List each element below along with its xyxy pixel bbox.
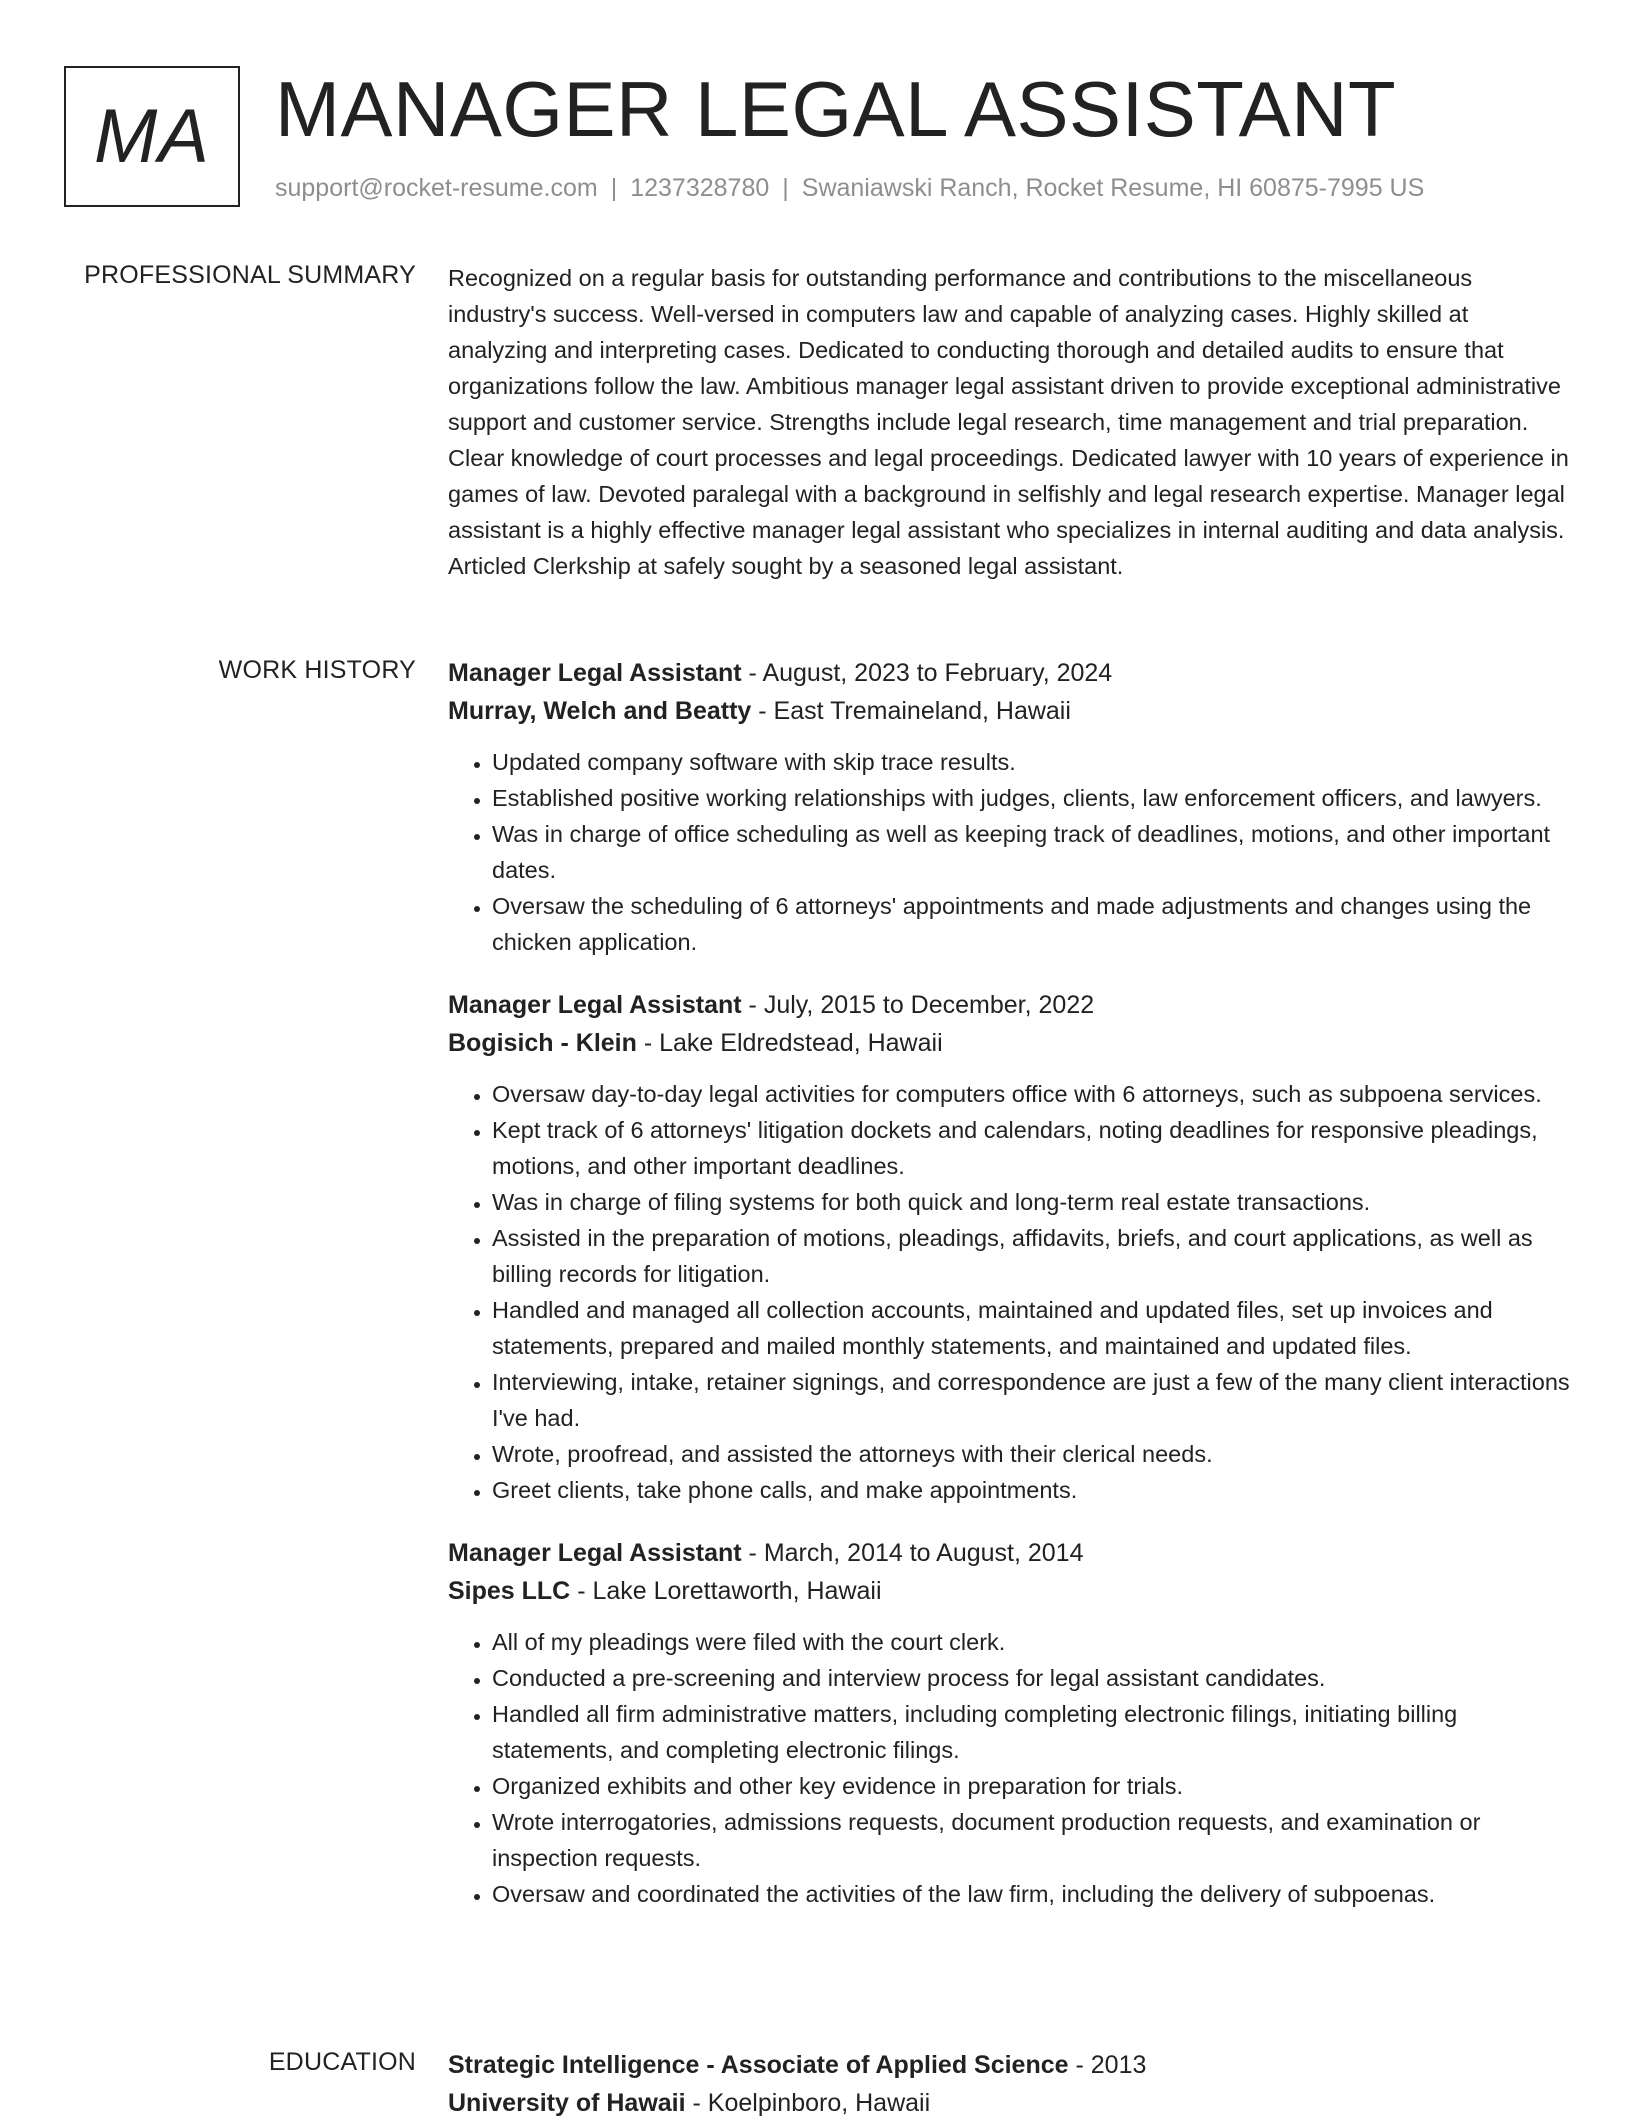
education-degree: Strategic Intelligence - Associate of Applied Science: [448, 2051, 1069, 2079]
job-bullet: • All of my pleadings were filed with the court clerk.: [492, 1624, 1570, 1660]
job-bullet: • Wrote, proofread, and assisted the attorneys with their clerical needs.: [492, 1436, 1570, 1472]
job-bullet: • Oversaw day-to-day legal activities for computers office with 6 attorneys, such as subpoena services.: [492, 1076, 1570, 1112]
job-entry: [448, 986, 1570, 1508]
section-heading-education: EDUCATION: [268, 2048, 416, 2076]
job-bullet: • Was in charge of filing systems for both quick and long-term real estate transactions.: [492, 1184, 1570, 1220]
job-bullet: • Updated company software with skip trace results.: [492, 744, 1570, 780]
work-history-body: [448, 654, 1570, 1912]
job-bullet: • Interviewing, intake, retainer signings, and correspondence are just a few of the many client interactions I've had.: [492, 1364, 1570, 1436]
job-location: - Lake Eldredstead, Hawaii: [636, 1029, 943, 1057]
monogram-logo: MA: [64, 66, 240, 207]
job-bullet: • Conducted a pre-screening and interview process for legal assistant candidates.: [492, 1660, 1570, 1696]
contact-line: [275, 174, 1424, 203]
job-dates: - July, 2015 to December, 2022: [741, 991, 1095, 1019]
resume-header: [64, 66, 1584, 211]
education-body: [448, 2046, 1570, 2122]
contact-separator: |: [782, 174, 789, 202]
job-bullet: • Kept track of 6 attorneys' litigation dockets and calendars, noting deadlines for responsive pleadings, motions, and other important deadlines.: [492, 1112, 1570, 1184]
job-location: - Lake Lorettaworth, Hawaii: [570, 1577, 882, 1605]
job-company-line: [448, 692, 1570, 730]
job-dates: - August, 2023 to February, 2024: [741, 659, 1113, 687]
job-entry: [448, 1534, 1570, 1912]
job-title-line: [448, 654, 1570, 692]
job-title-line: [448, 1534, 1570, 1572]
job-company: Bogisich - Klein: [448, 1029, 637, 1057]
job-bullet: • Wrote interrogatories, admissions requests, document production requests, and examination or inspection requests.: [492, 1804, 1570, 1876]
job-title: Manager Legal Assistant: [448, 1539, 742, 1567]
job-bullet: • Handled and managed all collection accounts, maintained and updated files, set up invoices and statements, prepared and mailed monthly statements, and maintained and updated files.: [492, 1292, 1570, 1364]
job-dates: - March, 2014 to August, 2014: [741, 1539, 1084, 1567]
job-bullets: [448, 1076, 1570, 1508]
contact-separator: |: [610, 174, 618, 202]
job-bullet: • Assisted in the preparation of motions, pleadings, affidavits, briefs, and court applications, as well as billing records for litigation.: [492, 1220, 1570, 1292]
education-location: - Koelpinboro, Hawaii: [685, 2089, 931, 2117]
job-location: - East Tremaineland, Hawaii: [751, 697, 1071, 725]
job-bullet: • Handled all firm administrative matters, including completing electronic filings, initiating billing statements, and completing electronic filings.: [492, 1696, 1570, 1768]
contact-address: Swaniawski Ranch, Rocket Resume, HI 60875-7995 US: [801, 174, 1425, 202]
job-company-line: [448, 1572, 1570, 1610]
job-title: Manager Legal Assistant: [448, 659, 742, 687]
job-bullets: [448, 1624, 1570, 1912]
job-bullet: • Established positive working relationships with judges, clients, law enforcement officers, and lawyers.: [492, 780, 1570, 816]
job-entry: [448, 654, 1570, 960]
job-bullets: [448, 744, 1570, 960]
candidate-name: MANAGER LEGAL ASSISTANT: [275, 65, 1397, 153]
section-heading-work-history: WORK HISTORY: [218, 656, 416, 684]
section-heading-summary: PROFESSIONAL SUMMARY: [84, 261, 416, 289]
job-bullet: • Organized exhibits and other key evidence in preparation for trials.: [492, 1768, 1570, 1804]
job-company: Murray, Welch and Beatty: [448, 697, 752, 725]
contact-email: support@rocket-resume.com: [275, 174, 598, 202]
job-company-line: [448, 1024, 1570, 1062]
education-year: - 2013: [1068, 2051, 1147, 2079]
job-bullet: • Was in charge of office scheduling as well as keeping track of deadlines, motions, and other important dates.: [492, 816, 1570, 888]
education-degree-line: [448, 2046, 1570, 2084]
job-bullet: • Greet clients, take phone calls, and make appointments.: [492, 1472, 1570, 1508]
job-company: Sipes LLC: [448, 1577, 571, 1605]
summary-text: Recognized on a regular basis for outstanding performance and contributions to the miscellaneous industry's success. Well-versed in computers law and capable of analyzing cases. Highly skilled at analyzing and interpreting cases. Dedicated to conducting thorough and detailed audits to ensure that organizations follow the law. Ambitious manager legal assistant driven to provide exceptional administrative support and customer service. Strengths include legal research, time management and trial preparation. Clear knowledge of court processes and legal proceedings. Dedicated lawyer with 10 years of experience in games of law. Devoted paralegal with a background in selfishly and legal research expertise. Manager legal assistant is a highly effective manager legal assistant who specializes in internal auditing and data analysis. Articled Clerkship at safely sought by a seasoned legal assistant.: [448, 265, 1569, 579]
job-title-line: [448, 986, 1570, 1024]
summary-body: [448, 260, 1570, 584]
education-school-line: [448, 2084, 1570, 2122]
job-bullet: • Oversaw the scheduling of 6 attorneys' appointments and made adjustments and changes using the chicken application.: [492, 888, 1570, 960]
job-bullet: • Oversaw and coordinated the activities of the law firm, including the delivery of subpoenas.: [492, 1876, 1570, 1912]
job-title: Manager Legal Assistant: [448, 991, 742, 1019]
contact-phone: 1237328780: [630, 174, 770, 202]
education-school: University of Hawaii: [448, 2089, 686, 2117]
